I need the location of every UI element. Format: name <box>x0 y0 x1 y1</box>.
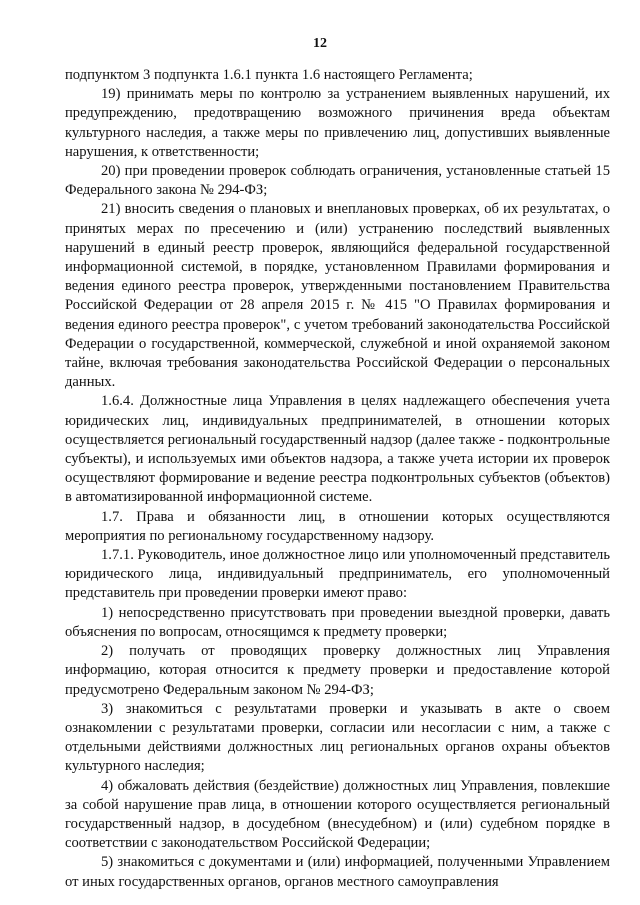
paragraph-1-6-4: 1.6.4. Должностные лица Управления в целях надлежащего обеспечения учета юридических лиц, индивидуальных предпринимателей, в отношении которых осуществляется региональный государственный надзор (далее также - подконтрольные субъекты), и используемых ими объектов надзора, а также учета истории их проверок осуществляют формирование и ведение реестра подконтрольных субъектов (объектов) в автоматизированной информационной системе. <box>65 393 610 506</box>
paragraph-right-5: 5) знакомиться с документами и (или) информацией, полученными Управлением от иных государственных органов, органов местного самоуправления <box>65 854 610 890</box>
paragraph-item-21: 21) вносить сведения о плановых и внеплановых проверках, об их результатах, о принятых мерах по пресечению и (или) устранению последствий выявленных нарушений в единый реестр проверок, являющийся федеральной государственной информационной системой, в порядке, установленном Правилами формирования и ведения единого реестра проверок, утвержденными постановлением Правительства Российской Федерации от 28 апреля 2015 г. № 415 "О Правилах формирования и ведения единого реестра проверок", с учетом требований законодательства Российской Федерации о государственной, коммерческой, служебной и иной охраняемой законом тайне, включая требования законодательства Российской Федерации о персональных данных. <box>65 201 610 391</box>
paragraph-right-3: 3) знакомиться с результатами проверки и указывать в акте о своем ознакомлении с результатами проверки, согласии или несогласии с ним, а также с отдельными действиями должностных лиц региональных органов охраны объектов культурного наследия; <box>65 700 610 775</box>
paragraph-right-1: 1) непосредственно присутствовать при проведении выездной проверки, давать объяснения по вопросам, относящимся к предмету проверки; <box>65 604 610 640</box>
document-body <box>65 66 610 892</box>
paragraph-1-7: 1.7. Права и обязанности лиц, в отношении которых осуществляются мероприятия по региональному государственному надзору. <box>65 508 610 544</box>
paragraph-right-4: 4) обжаловать действия (бездействие) должностных лиц Управления, повлекшие за собой нарушение прав лица, в отношении которого осуществляется региональный государственный надзор, в досудебном (внесудебном) и (или) судебном порядке в соответствии с законодательством Российской Федерации; <box>65 777 610 852</box>
paragraph-item-19: 19) принимать меры по контролю за устранением выявленных нарушений, их предупреждению, предотвращению возможного причинения вреда объектам культурного наследия, а также меры по привлечению лиц, допустивших выявленные нарушения, к ответственности; <box>65 86 610 160</box>
paragraph-item-20: 20) при проведении проверок соблюдать ограничения, установленные статьей 15 Федерального закона № 294-ФЗ; <box>65 163 610 199</box>
paragraph-continuation: подпунктом 3 подпункта 1.6.1 пункта 1.6 настоящего Регламента; <box>65 67 473 83</box>
paragraph-1-7-1: 1.7.1. Руководитель, иное должностное лицо или уполномоченный представитель юридического лица, индивидуальный предприниматель, его уполномоченный представитель при проведении проверки имеют право: <box>65 547 610 602</box>
page-number: 12 <box>313 36 327 51</box>
paragraph-right-2: 2) получать от проводящих проверку должностных лиц Управления информацию, которая относится к предмету проверки и предоставление которой предусмотрено Федеральным законом № 294-ФЗ; <box>65 643 610 698</box>
